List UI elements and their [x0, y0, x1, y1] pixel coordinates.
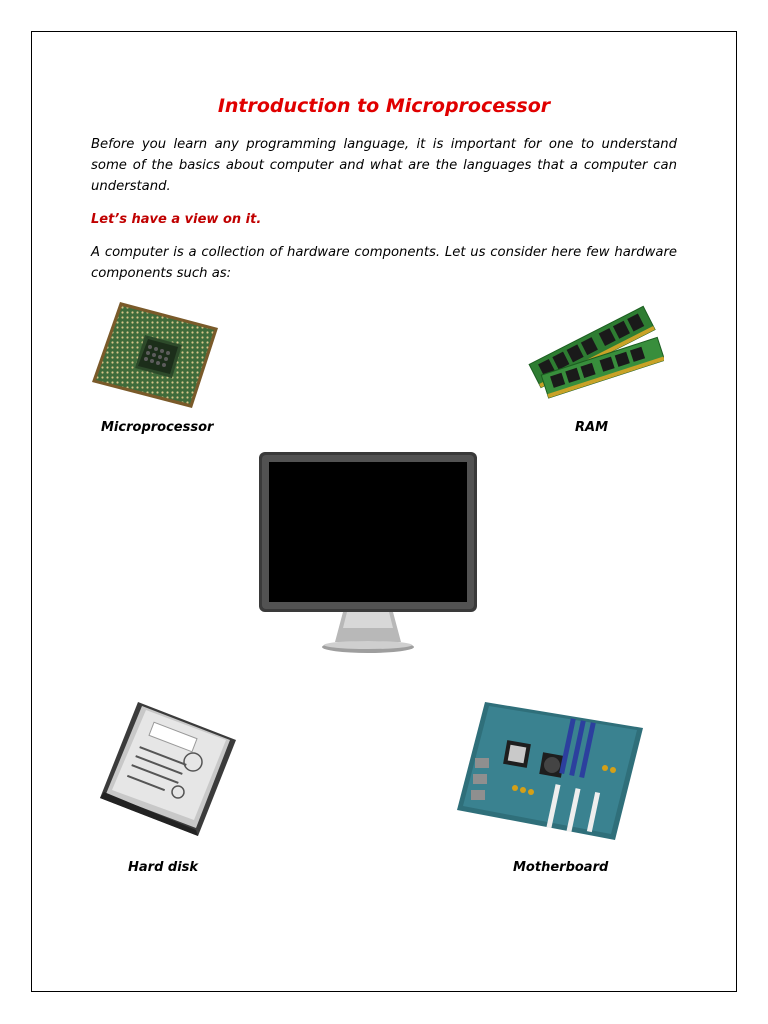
- microprocessor-image: [90, 300, 222, 410]
- monitor-image: [255, 450, 481, 678]
- hard-disk-image: [98, 700, 238, 838]
- caption-ram: RAM: [575, 420, 609, 435]
- caption-microprocessor: Microprocessor: [101, 420, 214, 435]
- caption-motherboard: Motherboard: [513, 860, 609, 875]
- subheading: Let’s have a view on it.: [91, 212, 262, 227]
- ram-image: [522, 298, 664, 404]
- caption-hard-disk: Hard disk: [128, 860, 199, 875]
- page-title: Introduction to Microprocessor: [217, 95, 551, 117]
- components-paragraph: A computer is a collection of hardware components. Let us consider here few hardware components such as:: [91, 245, 677, 281]
- motherboard-image: [455, 698, 645, 844]
- intro-paragraph: Before you learn any programming language, it is important for one to understand some of the basics about computer and what are the languages that a computer can understand.: [91, 137, 677, 194]
